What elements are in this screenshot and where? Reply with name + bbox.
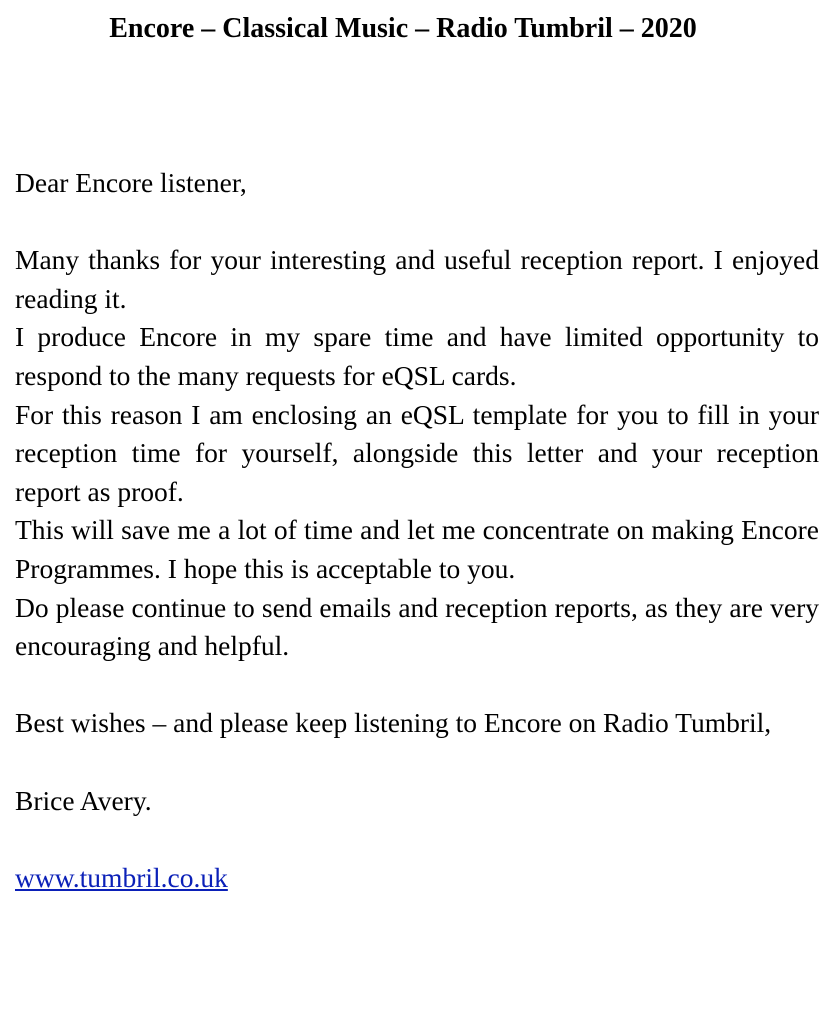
website-line bbox=[15, 859, 819, 898]
paragraph-thanks: Many thanks for your interesting and useful reception report. I enjoyed reading it. bbox=[15, 244, 819, 314]
signature: Brice Avery. bbox=[15, 784, 152, 816]
letter-body bbox=[15, 164, 819, 897]
paragraph-spacer bbox=[15, 203, 819, 242]
paragraph-save-time: This will save me a lot of time and let me concentrate on making Encore Programmes. I hope this is acceptable to you. bbox=[15, 514, 819, 584]
paragraph-spacer bbox=[15, 820, 819, 859]
paragraph-spacer bbox=[15, 666, 819, 705]
website-link[interactable]: www.tumbril.co.uk bbox=[15, 861, 228, 893]
letter-title: Encore – Classical Music – Radio Tumbril – 2020 bbox=[109, 13, 697, 44]
paragraph-spacer bbox=[15, 743, 819, 782]
paragraph-continue: Do please continue to send emails and reception reports, as they are very encouraging and helpful. bbox=[15, 591, 819, 662]
greeting: Dear Encore listener, bbox=[15, 167, 247, 198]
letter-page bbox=[15, 0, 819, 893]
closing-line: Best wishes – and please keep listening to Encore on Radio Tumbril, bbox=[15, 707, 772, 739]
paragraph-spare-time: I produce Encore in my spare time and have limited opportunity to respond to the many requests for eQSL cards. bbox=[15, 321, 819, 391]
paragraph-eqsl-template: For this reason I am enclosing an eQSL template for you to fill in your reception time for yourself, alongside this letter and your reception report as proof. bbox=[15, 398, 819, 507]
